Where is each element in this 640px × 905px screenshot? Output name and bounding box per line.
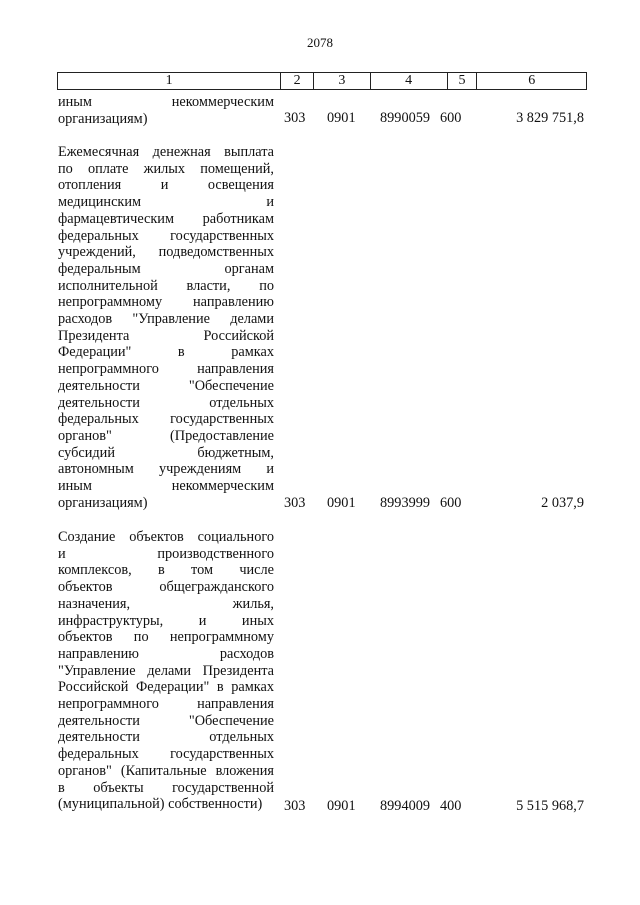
header-col-1: 1 <box>165 73 173 88</box>
description-line: направлению расходов <box>58 645 274 662</box>
table-header-row <box>57 72 587 90</box>
description-line: Ежемесячная денежная выплата <box>58 144 274 160</box>
description-line: объектов по непрограммному <box>58 629 274 646</box>
description-line: назначения, жилья, <box>58 595 274 612</box>
description-line: автономным учреждениям и <box>58 461 274 478</box>
description-line: субсидий бюджетным, <box>58 444 274 461</box>
row-1-sum: 2 037,9 <box>541 495 584 511</box>
description-line: "Управление делами Президента <box>58 662 274 679</box>
header-col-4: 4 <box>370 73 447 89</box>
description-line: исполнительной власти, по <box>58 277 274 294</box>
description-line: иным некоммерческим <box>58 94 274 110</box>
description-line: в объекты государственной <box>58 779 274 796</box>
description-line: деятельности отдельных <box>58 729 274 746</box>
header-col-6: 6 <box>476 73 586 89</box>
row-0-code: 303 <box>284 110 306 126</box>
page-number: 2078 <box>307 35 333 50</box>
description-line: федеральных государственных <box>58 411 274 428</box>
description-line: деятельности "Обеспечение <box>58 377 274 394</box>
description-line: и производственного <box>58 545 274 562</box>
description-line: расходов "Управление делами <box>58 311 274 328</box>
description-line: непрограммного направления <box>58 361 274 378</box>
row-2-section: 0901 <box>327 798 356 814</box>
row-2-expense-type: 400 <box>440 798 462 814</box>
description-line: Российской Федерации" в рамках <box>58 679 274 696</box>
row-0-article: 8990059 <box>380 110 431 126</box>
description-line: деятельности "Обеспечение <box>58 712 274 729</box>
header-col-3: 3 <box>313 73 370 89</box>
description-line: деятельности отдельных <box>58 394 274 411</box>
description-line: медицинским и <box>58 194 274 211</box>
description-line: федеральным органам <box>58 260 274 277</box>
description-line: комплексов, в том числе <box>58 562 274 579</box>
row-0-sum: 3 829 751,8 <box>516 110 584 126</box>
description-line: организациям) <box>58 110 148 127</box>
row-2-code: 303 <box>284 798 306 814</box>
description-line: организациям) <box>58 494 148 511</box>
description-line: органов" (Капитальные вложения <box>58 762 274 779</box>
description-line: иным некоммерческим <box>58 478 274 495</box>
description-line: Федерации" в рамках <box>58 344 274 361</box>
row-1-article: 8993999 <box>380 495 431 511</box>
description-line: отопления и освещения <box>58 177 274 194</box>
description-line: федеральных государственных <box>58 746 274 763</box>
row-1-code: 303 <box>284 495 306 511</box>
row-1-section: 0901 <box>327 495 356 511</box>
description-line: непрограммного направления <box>58 696 274 713</box>
row-2-description <box>58 529 274 813</box>
description-line: объектов общегражданского <box>58 579 274 596</box>
header-col-2: 2 <box>280 73 313 89</box>
row-1-expense-type: 600 <box>440 495 462 511</box>
row-0-expense-type: 600 <box>440 110 462 126</box>
row-0-description <box>58 94 274 127</box>
description-line: органов" (Предоставление <box>58 427 274 444</box>
row-1-description <box>58 144 274 511</box>
row-2-sum: 5 515 968,7 <box>516 798 584 814</box>
header-col-5: 5 <box>447 73 477 89</box>
description-line: учреждений, подведомственных <box>58 244 274 261</box>
description-line: (муниципальной) собственности) <box>58 796 263 813</box>
description-line: федеральных государственных <box>58 227 274 244</box>
description-line: по оплате жилых помещений, <box>58 160 274 177</box>
description-line: инфраструктуры, и иных <box>58 612 274 629</box>
row-2-article: 8994009 <box>380 798 431 814</box>
row-0-section: 0901 <box>327 110 356 126</box>
description-line: Президента Российской <box>58 327 274 344</box>
description-line: непрограммному направлению <box>58 294 274 311</box>
description-line: фармацевтическим работникам <box>58 210 274 227</box>
description-line: Создание объектов социального <box>58 529 274 545</box>
